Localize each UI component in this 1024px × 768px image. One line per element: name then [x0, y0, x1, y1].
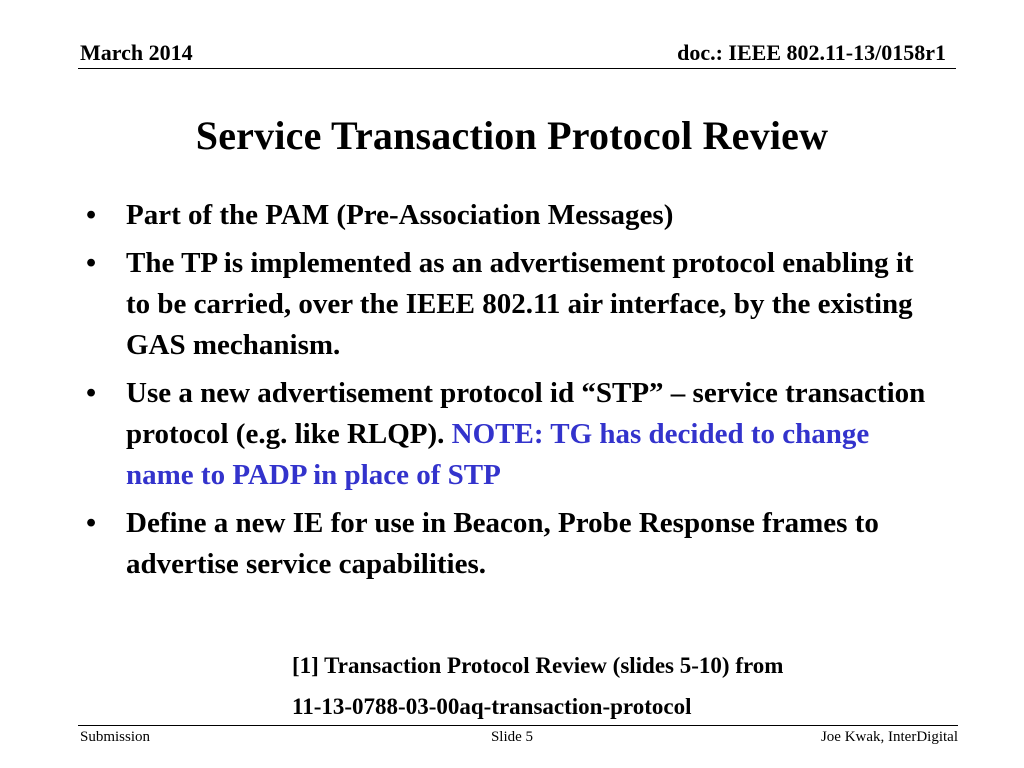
bullet-list	[82, 195, 932, 592]
bullet-text: Part of the PAM (Pre-Association Messages)	[126, 199, 674, 231]
header-date: March 2014	[80, 40, 193, 65]
footer-slide-number: Slide 5	[490, 729, 534, 745]
reference-line-2: 11-13-0788-03-00aq-transaction-protocol	[292, 694, 692, 719]
bullet-item	[82, 243, 932, 366]
footer-submission: Submission	[80, 729, 151, 745]
bullet-item	[82, 195, 932, 236]
bullet-note: NOTE: TG has decided to change name to PADP in place of STP	[126, 418, 870, 491]
bullet-item	[82, 503, 932, 585]
bullet-text: Use a new advertisement protocol id “STP” – service transaction protocol (e.g. like RLQP).	[126, 377, 926, 450]
bullet-dot: •	[86, 507, 97, 539]
bullet-dot: •	[86, 377, 97, 409]
reference-line-1: [1] Transaction Protocol Review (slides 5-10) from	[292, 653, 784, 678]
footer-rule	[78, 725, 958, 726]
reference-block	[292, 645, 783, 727]
slide-title: Service Transaction Protocol Review	[195, 113, 829, 158]
bullet-item	[82, 373, 932, 496]
bullet-dot: •	[86, 199, 97, 231]
footer-author: Joe Kwak, InterDigital	[820, 729, 958, 745]
header-rule	[78, 68, 956, 69]
bullet-dot: •	[86, 247, 97, 279]
header-doc-id: doc.: IEEE 802.11-13/0158r1	[677, 40, 946, 65]
bullet-text: The TP is implemented as an advertisement protocol enabling it to be carried, over the IEEE 802.11 air interface, by the existing GAS mechanism.	[126, 247, 914, 361]
bullet-text: Define a new IE for use in Beacon, Probe Response frames to advertise service capabilities.	[126, 507, 879, 580]
